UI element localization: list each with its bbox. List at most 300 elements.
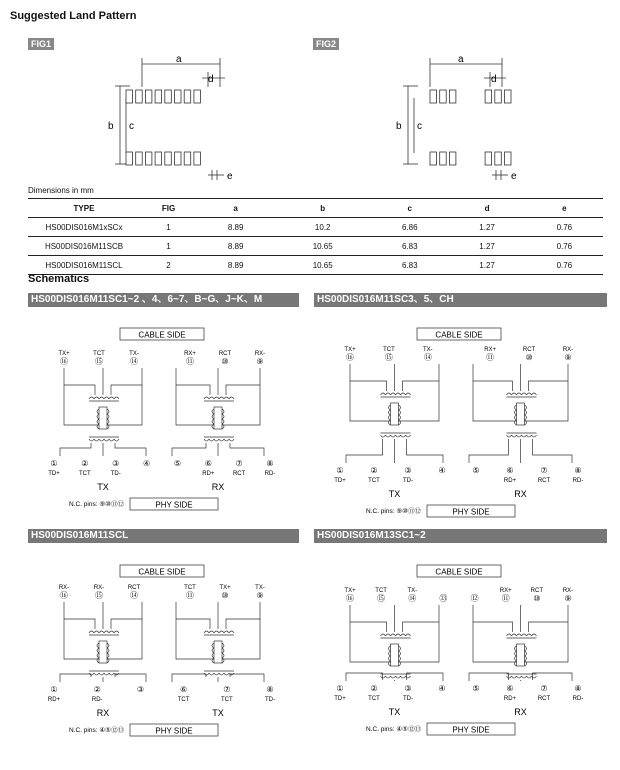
land-pad (184, 152, 191, 165)
coil (507, 634, 512, 636)
transformer-circuit (346, 605, 443, 681)
pin-label: RCT (232, 471, 246, 477)
pin-number: ⑨ (564, 594, 572, 603)
pin-number: ⑪ (501, 594, 510, 603)
coil (204, 439, 209, 441)
pin-number: ④ (142, 459, 151, 468)
pin-label: RD+ (503, 696, 517, 702)
nc-pins-label: N.C. pins: ④⑤⑫⑬ (69, 727, 124, 734)
coil (512, 634, 517, 636)
pin-label: TCT (93, 351, 105, 357)
pin-number: ⑥ (506, 684, 514, 693)
coil (527, 393, 532, 395)
schematic-3 (28, 555, 296, 750)
transformer-circuit (60, 602, 146, 682)
pin-number: ⑨ (564, 353, 572, 362)
land-pad (126, 152, 133, 165)
coil (527, 634, 532, 636)
coil (512, 676, 517, 678)
land-pad (165, 90, 172, 103)
fig1-land-pattern (100, 52, 270, 187)
pin-number: ⑥ (180, 685, 188, 694)
wire (226, 602, 260, 629)
wire (473, 381, 517, 421)
cell: 8.89 (197, 256, 274, 275)
coil (532, 634, 537, 636)
wire (350, 364, 387, 391)
wire (172, 674, 206, 682)
land-pad (155, 90, 162, 103)
side-label: RX (96, 708, 110, 718)
coil (401, 393, 406, 395)
transformer-circuit (469, 605, 572, 681)
th-type: TYPE (28, 199, 140, 218)
wire (407, 673, 444, 681)
land-pad (485, 152, 492, 165)
pin-label: TX+ (58, 351, 70, 357)
land-pad (505, 152, 512, 165)
coil (214, 397, 219, 399)
cell: 1.27 (448, 237, 525, 256)
pin-number: ⑦ (223, 685, 231, 694)
schematic-2 (314, 318, 604, 518)
pin-number: ① (336, 466, 344, 475)
pin-label: TCT (368, 478, 380, 484)
coil (386, 393, 391, 395)
cable-side-label: CABLE SIDE (435, 330, 483, 340)
pin-label: TD+ (48, 471, 60, 477)
dimensions-table (28, 198, 603, 275)
coil (214, 631, 219, 633)
coil (219, 631, 224, 633)
nc-pins-label: N.C. pins: ⑨⑩⑪⑫ (69, 501, 124, 508)
coil (224, 439, 229, 441)
coil (406, 634, 411, 636)
pin-label: RD- (572, 696, 584, 702)
wire (107, 619, 142, 659)
side-label: RX (514, 707, 527, 717)
land-pad (175, 152, 182, 165)
side-label: RX (211, 482, 225, 492)
pin-number: ⑮ (95, 357, 103, 366)
pin-number: ⑯ (60, 591, 68, 600)
pin-number: ⑪ (186, 591, 194, 600)
coil (109, 673, 114, 675)
phy-side-label: PHY SIDE (155, 500, 193, 510)
th-a: a (197, 199, 274, 218)
wire (115, 674, 146, 682)
pin-number: ⑨ (256, 591, 264, 600)
transformer-circuit (172, 368, 264, 456)
pin-number: ⑩ (525, 353, 533, 362)
pin-number: ⑪ (486, 353, 495, 362)
coil (209, 397, 214, 399)
pin-number: ⑯ (60, 357, 68, 366)
pin-number: ② (93, 685, 101, 694)
pin-label: RCT (530, 588, 544, 594)
pin-label: TX- (407, 588, 418, 594)
pin-number: ⑤ (472, 684, 480, 693)
wire (350, 622, 391, 662)
pin-number: ③ (136, 685, 144, 694)
wire (64, 368, 95, 395)
wire (111, 368, 142, 395)
pin-label: RD- (91, 697, 103, 703)
land-pad (495, 90, 502, 103)
cell: 1 (140, 237, 197, 256)
pin-number: ⑭ (423, 353, 432, 362)
wire (64, 619, 99, 659)
coil (522, 634, 527, 636)
wire (226, 368, 260, 395)
coil (204, 397, 209, 399)
cell: 8.89 (197, 218, 274, 237)
wire (399, 381, 440, 421)
coil (401, 676, 406, 678)
coil (517, 393, 522, 395)
transformer-circuit (172, 602, 264, 682)
cell: 0.76 (526, 218, 603, 237)
wire (176, 619, 214, 659)
pin-label: RD+ (503, 478, 517, 484)
coil (396, 676, 401, 678)
pin-number: ⑧ (266, 685, 274, 694)
th-fig: FIG (140, 199, 197, 218)
cell: 0.76 (526, 256, 603, 275)
coil (94, 631, 99, 633)
coil (391, 393, 396, 395)
schematic-bar-2: HS00DIS016M11SC3、5、CH (314, 293, 607, 307)
coil (99, 673, 104, 675)
coil (219, 439, 224, 441)
schematic-bar-3: HS00DIS016M11SCL (28, 529, 299, 543)
cell: HS00DIS016M1xSCx (28, 218, 140, 237)
pin-number: ④ (438, 684, 446, 693)
side-label: RX (514, 489, 527, 499)
pin-number: ⑥ (204, 459, 212, 468)
coil (406, 393, 411, 395)
dim-d: d (208, 74, 214, 85)
pin-label: TCT (184, 585, 196, 591)
coil (114, 439, 119, 441)
coil (517, 435, 522, 437)
coil (381, 393, 386, 395)
coil (219, 673, 224, 675)
cable-side-label: CABLE SIDE (138, 567, 186, 577)
pin-label: RCT (218, 351, 232, 357)
wire (525, 381, 569, 421)
land-pad (145, 90, 152, 103)
cell: 6.86 (371, 218, 448, 237)
land-pad (136, 90, 143, 103)
coil (396, 634, 401, 636)
pin-label: TX- (129, 351, 139, 357)
cell: 2 (140, 256, 197, 275)
land-pad (495, 152, 502, 165)
wire (403, 605, 440, 632)
pin-number: ③ (404, 684, 412, 693)
pin-number: ⑦ (235, 459, 243, 468)
cell: 6.83 (371, 237, 448, 256)
pin-label: TD- (265, 697, 275, 703)
pin-label: TD- (110, 471, 121, 477)
coil (214, 439, 219, 441)
pin-label: TD- (403, 696, 413, 702)
cable-side-label: CABLE SIDE (138, 330, 186, 340)
coil (229, 631, 234, 633)
pin-number: ⑥ (506, 466, 514, 475)
pin-number: ⑭ (130, 357, 138, 366)
pin-label: RX- (58, 585, 70, 591)
pin-label: RD- (572, 478, 584, 484)
coil (109, 397, 114, 399)
side-label: TX (388, 489, 401, 499)
pin-label: RX- (562, 347, 574, 353)
pin-label: RX+ (484, 347, 497, 353)
pin-label: RCT (522, 347, 536, 353)
nc-pins-label: N.C. pins: ④⑤⑫⑬ (366, 726, 421, 733)
land-pad (430, 152, 437, 165)
transformer-core (391, 644, 399, 666)
transformer-circuit (469, 364, 572, 463)
coil (114, 397, 119, 399)
pin-number: ⑤ (173, 459, 182, 468)
coil (214, 673, 219, 675)
table-row (28, 237, 603, 256)
land-pad (136, 152, 143, 165)
coil (94, 397, 99, 399)
wire (350, 605, 387, 632)
pin-number: ⑤ (472, 466, 480, 475)
coil (386, 435, 391, 437)
coil (522, 676, 527, 678)
pin-number: ⑮ (95, 591, 103, 600)
pin-number: ③ (404, 466, 412, 475)
cell: 1.27 (448, 256, 525, 275)
schematic-bar-4: HS00DIS016M13SC1~2 (314, 529, 607, 543)
pin-label: RX+ (499, 588, 512, 594)
transformer-core (99, 407, 107, 429)
coil (209, 439, 214, 441)
pin-number: ⑨ (256, 357, 264, 366)
wire (346, 673, 383, 681)
wire (172, 443, 206, 456)
phy-side-label: PHY SIDE (452, 725, 490, 735)
coil (527, 676, 532, 678)
pin-label: TX+ (344, 347, 356, 353)
schematic-bar-1: HS00DIS016M11SC1~2 、4、6~7、B~G、J~K、M (28, 293, 299, 307)
coil (89, 439, 94, 441)
wire (533, 673, 573, 681)
pin-label: RCT (537, 696, 551, 702)
phy-side-label: PHY SIDE (155, 726, 193, 736)
coil (386, 634, 391, 636)
pin-number: ⑧ (266, 459, 274, 468)
pin-number: ⑫ (470, 594, 479, 603)
coil (512, 393, 517, 395)
pin-number: ⑬ (439, 594, 448, 603)
coil (104, 439, 109, 441)
coil (104, 397, 109, 399)
pin-label: RX+ (184, 351, 196, 357)
coil (89, 397, 94, 399)
pin-label: RD+ (47, 697, 61, 703)
wire (473, 622, 517, 662)
pin-number: ⑮ (384, 353, 393, 362)
coil (99, 439, 104, 441)
pin-label: TD+ (334, 478, 346, 484)
pin-label: RX- (562, 588, 574, 594)
wire (111, 602, 142, 629)
coil (224, 397, 229, 399)
cable-side-label: CABLE SIDE (435, 567, 483, 577)
pin-number: ④ (438, 466, 446, 475)
coil (507, 676, 512, 678)
coil (406, 435, 411, 437)
fig2-tag: FIG2 (313, 38, 339, 50)
coil (507, 435, 512, 437)
land-pad (175, 90, 182, 103)
pin-label: RX- (93, 585, 105, 591)
cell: HS00DIS016M11SCB (28, 237, 140, 256)
pin-label: TCT (177, 697, 190, 703)
coil (401, 435, 406, 437)
pin-label: TD- (403, 478, 413, 484)
land-pad (440, 90, 447, 103)
cell: 10.2 (274, 218, 371, 237)
coil (109, 439, 114, 441)
coil (391, 435, 396, 437)
wire (473, 605, 513, 632)
coil (204, 631, 209, 633)
coil (94, 673, 99, 675)
wire (60, 674, 91, 682)
coil (224, 631, 229, 633)
pin-label: TX- (255, 585, 265, 591)
side-label: TX (388, 707, 401, 717)
pin-number: ② (370, 684, 378, 693)
wire (533, 439, 573, 463)
th-d: d (448, 199, 525, 218)
pin-number: ⑮ (377, 594, 386, 603)
coil (391, 634, 396, 636)
pin-number: ① (50, 685, 58, 694)
land-pad (485, 90, 492, 103)
dim-a: a (176, 54, 182, 65)
page-title: Suggested Land Pattern (10, 10, 137, 22)
transformer-core (391, 403, 399, 425)
pin-label: RX- (254, 351, 266, 357)
dim-b: b (108, 121, 114, 132)
land-pad (165, 152, 172, 165)
dim-b-2: b (396, 121, 402, 132)
wire (399, 622, 440, 662)
wire (222, 619, 260, 659)
nc-pins-label: N.C. pins: ⑨⑩⑪⑫ (366, 508, 421, 515)
th-e: e (526, 199, 603, 218)
wire (529, 605, 569, 632)
pin-label: TCT (220, 697, 233, 703)
pin-number: ⑭ (130, 591, 138, 600)
wire (176, 385, 214, 425)
pin-label: TCT (383, 347, 395, 353)
pin-number: ⑯ (346, 353, 354, 362)
side-label: TX (212, 708, 224, 718)
pin-label: RCT (537, 478, 551, 484)
coil (507, 393, 512, 395)
wire (529, 364, 569, 391)
wire (115, 443, 146, 456)
pin-label: TCT (375, 588, 387, 594)
pin-number: ⑦ (540, 466, 548, 475)
pin-number: ⑩ (533, 594, 541, 603)
coil (94, 439, 99, 441)
pin-label: RD- (264, 471, 276, 477)
wire (350, 381, 391, 421)
cell: HS00DIS016M11SCL (28, 256, 140, 275)
pin-number: ⑩ (221, 591, 229, 600)
wire (60, 443, 91, 456)
pin-label: RD+ (202, 471, 215, 477)
coil (391, 676, 396, 678)
transformer-core (214, 641, 222, 663)
dim-e-2: e (511, 171, 517, 182)
dim-a-2: a (458, 54, 464, 65)
pin-number: ② (370, 466, 378, 475)
land-pad (145, 152, 152, 165)
coil (396, 393, 401, 395)
dim-e: e (227, 171, 233, 182)
cell: 0.76 (526, 237, 603, 256)
pin-number: ③ (112, 459, 120, 468)
side-label: TX (97, 482, 109, 492)
phy-side-label: PHY SIDE (452, 507, 490, 517)
coil (109, 631, 114, 633)
coil (209, 631, 214, 633)
wire (403, 364, 440, 391)
pin-label: RCT (127, 585, 141, 591)
cell: 10.65 (274, 237, 371, 256)
coil (229, 439, 234, 441)
coil (89, 631, 94, 633)
coil (517, 676, 522, 678)
wire (107, 385, 142, 425)
pin-number: ⑭ (408, 594, 417, 603)
land-pad (184, 90, 191, 103)
coil (386, 676, 391, 678)
table-row (28, 256, 603, 275)
wire (64, 385, 99, 425)
land-pad (430, 90, 437, 103)
wire (525, 622, 569, 662)
land-pad (194, 152, 201, 165)
coil (381, 676, 386, 678)
land-pad (194, 90, 201, 103)
fig1-tag: FIG1 (28, 38, 54, 50)
coil (512, 435, 517, 437)
coil (532, 393, 537, 395)
transformer-core (99, 641, 107, 663)
pin-number: ① (50, 459, 58, 468)
wire (469, 673, 509, 681)
wire (222, 385, 260, 425)
coil (532, 435, 537, 437)
dim-d-2: d (491, 74, 497, 85)
pin-number: ② (81, 459, 89, 468)
land-pad (155, 152, 162, 165)
coil (224, 673, 229, 675)
wire (469, 439, 509, 463)
